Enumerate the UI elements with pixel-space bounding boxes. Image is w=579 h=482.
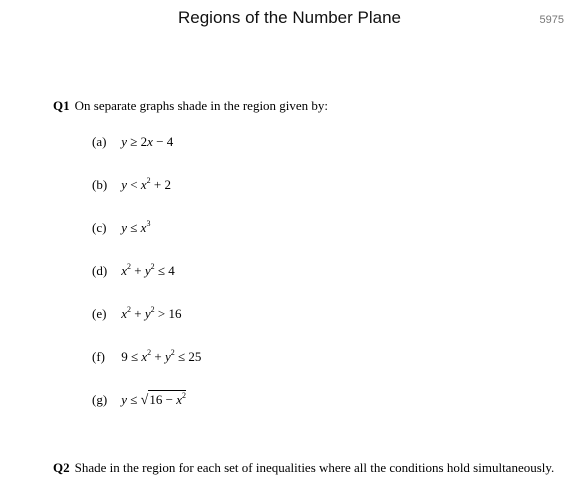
- question-part-f: [92, 349, 201, 365]
- question-1: [53, 98, 328, 114]
- question-text: On separate graphs shade in the region given by:: [74, 98, 329, 113]
- question-part-b: [92, 177, 171, 193]
- question-2: [53, 460, 554, 476]
- question-part-e: [92, 306, 182, 322]
- question-part-c: [92, 220, 150, 236]
- part-label: (f): [92, 349, 105, 364]
- part-expression: $x^2 + y^2 \le 4$: [121, 262, 175, 278]
- question-number: Q1: [53, 98, 70, 113]
- part-expression: $y < x^2 + 2$: [121, 176, 171, 192]
- part-expression: $y \le x^3$: [121, 219, 151, 235]
- part-expression: $x^2 + y^2 > 16$: [121, 305, 182, 321]
- part-label: (d): [92, 263, 108, 278]
- question-part-g: [92, 392, 186, 409]
- part-label: (b): [92, 177, 108, 192]
- question-number: Q2: [53, 460, 70, 475]
- part-label: (c): [92, 220, 107, 235]
- question-text: Shade in the region for each set of inequalities where all the conditions hold simultaneously.: [74, 460, 555, 475]
- part-expression: y ≥ 2x − 4: [121, 134, 174, 149]
- question-part-a: [92, 134, 173, 150]
- part-label: (g): [92, 392, 108, 407]
- page-title: Regions of the Number Plane: [177, 8, 402, 27]
- part-label: (a): [92, 134, 107, 149]
- part-expression: $y \le √16 - x^2$: [121, 391, 186, 408]
- part-expression: $9 \le x^2 + y^2 \le 25$: [121, 348, 202, 364]
- part-label: (e): [92, 306, 107, 321]
- page-code: 5975: [539, 14, 564, 26]
- question-part-d: [92, 263, 175, 279]
- square-root-icon: √: [140, 393, 149, 408]
